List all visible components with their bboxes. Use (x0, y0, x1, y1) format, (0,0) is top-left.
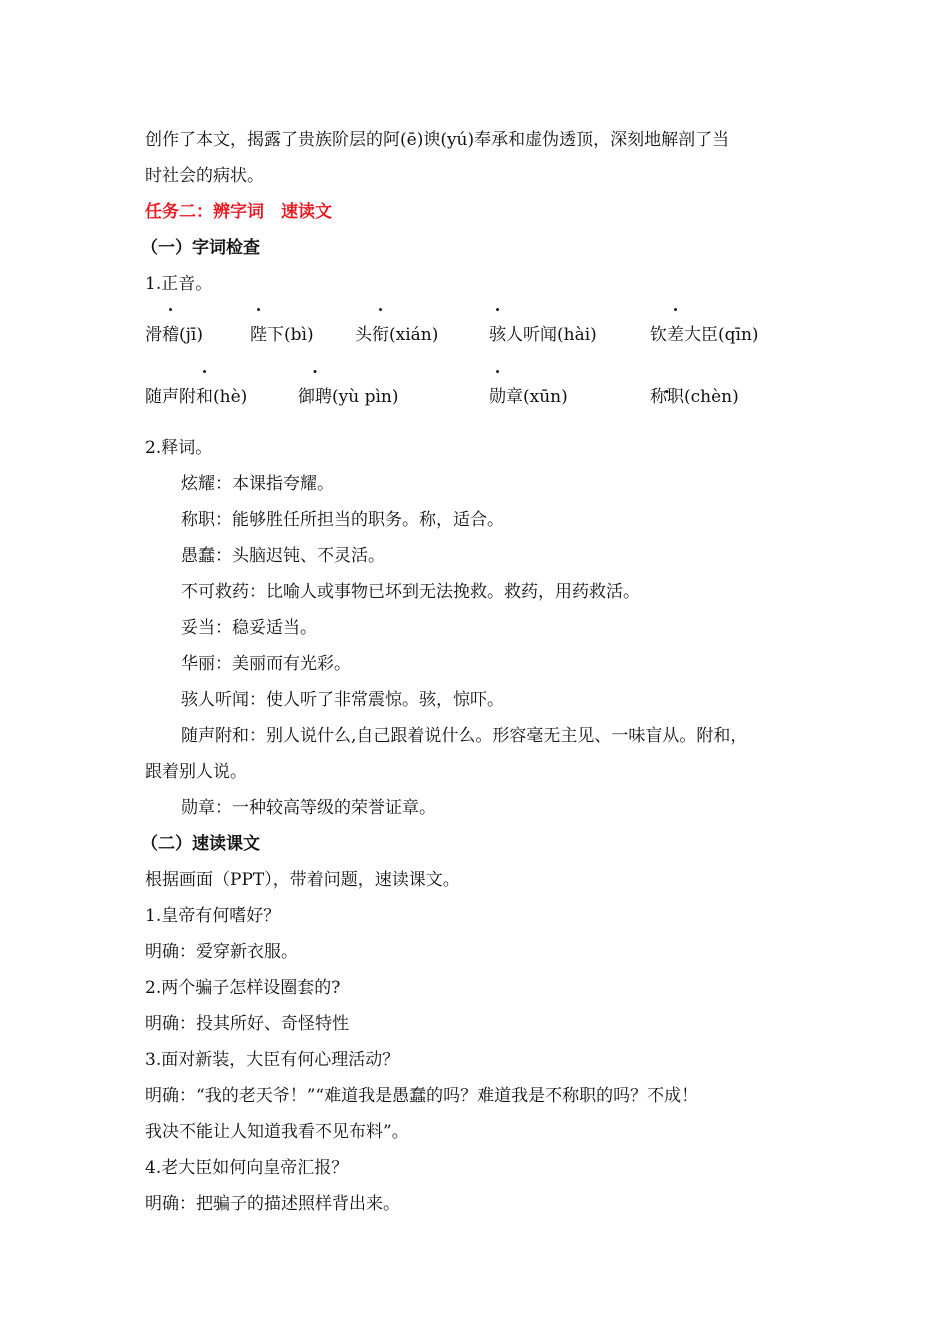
definition: 不可救药：比喻人或事物已坏到无法挽救。救药，用药救活。 (181, 582, 640, 602)
pron-item: 随声附和(hè) (145, 387, 248, 407)
pronunciation-row-1 (145, 302, 825, 364)
pron-item: 骇人听闻(hài) (489, 325, 597, 345)
answer: 明确：“我的老天爷！”“难道我是愚蠢的吗？难道我是不称职的吗？不成！ (145, 1086, 699, 1106)
definition-suishen-line-2: 跟着别人说。 (145, 762, 247, 782)
intro-line-1: 创作了本文，揭露了贵族阶层的阿(ē)谀(yú)奉承和虚伪透顶，深刻地解剖了当 (145, 130, 730, 150)
pron-item: 陛下(bì) (250, 325, 314, 345)
pron-item: 御聘(yù pìn) (298, 387, 399, 407)
answer: 明确：把骗子的描述照样背出来。 (145, 1194, 400, 1214)
correct-pron-title: 1.正音。 (145, 274, 213, 294)
answer: 明确：爱穿新衣服。 (145, 942, 298, 962)
pron-item: 称职(chèn) (650, 387, 739, 407)
question: 2.两个骗子怎样设圈套的? (145, 978, 341, 998)
question: 4.老大臣如何向皇帝汇报？ (145, 1158, 349, 1178)
section-speed-read-heading: （二）速读课文 (141, 834, 260, 854)
question: 1.皇帝有何嗜好？ (145, 906, 281, 926)
definition-xunzhang: 勋章：一种较高等级的荣誉证章。 (181, 798, 436, 818)
intro-line-2: 时社会的病状。 (145, 166, 264, 186)
definition: 华丽：美丽而有光彩。 (181, 654, 351, 674)
pron-item: 头衔(xián) (355, 325, 439, 345)
task2-heading: 任务二：辨字词 速读文 (145, 202, 332, 222)
definition: 骇人听闻：使人听了非常震惊。骇，惊吓。 (181, 690, 504, 710)
pron-item: 勋章(xūn) (489, 387, 568, 407)
definition: 称职：能够胜任所担当的职务。称，适合。 (181, 510, 504, 530)
pron-item: 滑稽(jī) (145, 325, 203, 345)
definition: 炫耀：本课指夸耀。 (181, 474, 334, 494)
pron-item: 钦差大臣(qīn) (650, 325, 759, 345)
definition: 愚蠢：头脑迟钝、不灵活。 (181, 546, 385, 566)
question: 3.面对新装，大臣有何心理活动？ (145, 1050, 400, 1070)
definition: 妥当：稳妥适当。 (181, 618, 317, 638)
explain-title: 2.释词。 (145, 438, 213, 458)
read-instruction: 根据画面（PPT），带着问题，速读课文。 (145, 870, 460, 890)
section-word-check-heading: （一）字词检查 (141, 238, 260, 258)
definition-suishen-line-1: 随声附和：别人说什么,自己跟着说什么。形容毫无主见、一味盲从。附和， (181, 726, 748, 746)
answer-continued: 我决不能让人知道我看不见布料”。 (145, 1122, 409, 1142)
pronunciation-row-2 (145, 364, 825, 426)
answer: 明确：投其所好、奇怪特性 (145, 1014, 349, 1034)
document-page (141, 122, 825, 1222)
